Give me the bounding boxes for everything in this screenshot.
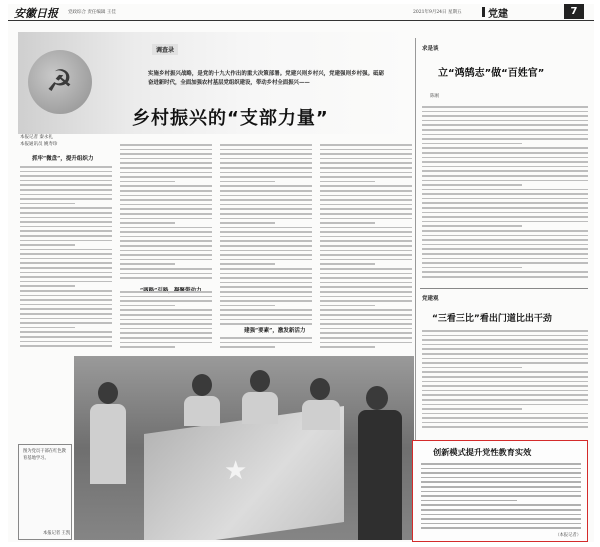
text-line bbox=[422, 138, 588, 140]
text-line bbox=[320, 190, 412, 192]
text-line bbox=[20, 240, 112, 242]
text-line bbox=[422, 193, 588, 195]
text-line bbox=[422, 344, 588, 346]
text-line bbox=[422, 422, 588, 424]
person-head bbox=[98, 382, 118, 404]
text-line bbox=[422, 258, 588, 260]
text-line bbox=[320, 231, 412, 233]
text-line bbox=[422, 180, 588, 182]
text-line bbox=[220, 218, 312, 220]
text-line bbox=[20, 175, 112, 177]
news-photo bbox=[74, 356, 414, 540]
text-line bbox=[320, 291, 412, 293]
text-line bbox=[120, 323, 212, 325]
masthead-meta: 党政综合 责任编辑 王佳 bbox=[68, 10, 116, 15]
text-line bbox=[422, 385, 588, 387]
text-line bbox=[320, 337, 412, 339]
text-line bbox=[320, 254, 412, 256]
text-line bbox=[320, 185, 412, 187]
text-line bbox=[120, 222, 175, 224]
text-line bbox=[20, 244, 75, 246]
text-line bbox=[422, 408, 522, 410]
text-line bbox=[220, 319, 312, 321]
commentary-title: 立“鸿鹄志”做“百姓官” bbox=[438, 68, 545, 79]
hammer-sickle-icon: ☭ bbox=[46, 64, 73, 99]
text-line bbox=[422, 212, 588, 214]
text-line bbox=[120, 282, 212, 284]
text-line bbox=[320, 199, 412, 201]
text-line bbox=[220, 181, 275, 183]
text-line bbox=[220, 254, 312, 256]
text-line bbox=[20, 331, 112, 333]
photo-caption bbox=[18, 444, 72, 540]
text-line bbox=[220, 259, 312, 261]
text-line bbox=[421, 495, 581, 497]
text-line bbox=[20, 217, 112, 219]
text-line bbox=[422, 216, 588, 218]
text-line bbox=[422, 166, 588, 168]
highlight-source: （本报记者） bbox=[555, 533, 581, 538]
text-line bbox=[320, 158, 412, 160]
text-line bbox=[120, 185, 212, 187]
text-line bbox=[421, 514, 581, 516]
text-line bbox=[421, 523, 581, 525]
article-column-4 bbox=[320, 144, 412, 351]
text-line bbox=[20, 299, 112, 301]
text-line bbox=[320, 282, 412, 284]
text-line bbox=[20, 304, 112, 306]
text-line bbox=[120, 231, 212, 233]
text-line bbox=[422, 262, 588, 264]
text-line bbox=[220, 337, 312, 339]
text-line bbox=[422, 381, 588, 383]
text-line bbox=[320, 323, 412, 325]
text-line bbox=[220, 305, 275, 307]
person-head bbox=[250, 370, 270, 392]
text-line bbox=[20, 285, 75, 287]
text-line bbox=[320, 144, 412, 146]
text-line bbox=[320, 236, 412, 238]
text-line bbox=[20, 341, 112, 343]
text-line bbox=[422, 426, 588, 428]
text-line bbox=[422, 152, 588, 154]
text-line bbox=[120, 167, 212, 169]
text-line bbox=[20, 198, 112, 200]
text-line bbox=[421, 518, 581, 520]
text-line bbox=[320, 153, 412, 155]
text-line bbox=[20, 281, 112, 283]
text-line bbox=[320, 172, 412, 174]
text-line bbox=[20, 194, 112, 196]
text-line bbox=[422, 276, 588, 278]
text-line bbox=[20, 258, 112, 260]
text-line bbox=[422, 111, 588, 113]
text-line bbox=[20, 235, 112, 237]
newspaper-page bbox=[8, 4, 594, 542]
text-line bbox=[422, 221, 588, 223]
section-rule bbox=[420, 288, 588, 289]
text-line bbox=[220, 346, 275, 348]
text-line bbox=[421, 500, 517, 502]
text-line bbox=[120, 245, 212, 247]
text-line bbox=[320, 332, 412, 334]
text-line bbox=[220, 300, 312, 302]
text-line bbox=[220, 158, 312, 160]
text-line bbox=[422, 335, 588, 337]
text-line bbox=[320, 218, 412, 220]
text-line bbox=[422, 129, 588, 131]
text-line bbox=[320, 245, 412, 247]
text-line bbox=[422, 390, 588, 392]
text-line bbox=[120, 346, 175, 348]
text-line bbox=[422, 147, 588, 149]
text-line bbox=[20, 295, 112, 297]
issue-date: 2021年9月24日 星期五 bbox=[413, 10, 462, 15]
text-line bbox=[220, 231, 312, 233]
person-head bbox=[192, 374, 212, 396]
text-line bbox=[120, 286, 212, 288]
text-line bbox=[20, 212, 112, 214]
text-line bbox=[220, 199, 312, 201]
text-line bbox=[422, 106, 588, 108]
text-line bbox=[320, 167, 412, 169]
text-line bbox=[220, 208, 312, 210]
text-line bbox=[220, 328, 312, 330]
star-icon: ★ bbox=[224, 456, 248, 486]
section-marker bbox=[482, 7, 485, 17]
text-line bbox=[120, 328, 212, 330]
text-line bbox=[120, 199, 212, 201]
column-tag: 调查录 bbox=[152, 44, 178, 55]
text-line bbox=[120, 158, 212, 160]
text-line bbox=[220, 153, 312, 155]
text-line bbox=[422, 115, 588, 117]
person-body bbox=[358, 410, 402, 540]
text-line bbox=[120, 342, 212, 344]
text-line bbox=[421, 486, 581, 488]
text-line bbox=[220, 273, 312, 275]
highlight-body bbox=[421, 463, 581, 532]
byline-correspondent: 本报通讯员 姚寿珍 bbox=[20, 142, 58, 147]
text-line bbox=[20, 262, 112, 264]
text-line bbox=[20, 203, 75, 205]
text-line bbox=[422, 134, 588, 136]
text-line bbox=[120, 259, 212, 261]
text-line bbox=[120, 250, 212, 252]
section-name: 党建 bbox=[488, 9, 508, 20]
text-line bbox=[120, 208, 212, 210]
text-line bbox=[422, 170, 588, 172]
text-line bbox=[220, 213, 312, 215]
text-line bbox=[120, 181, 175, 183]
text-line bbox=[320, 162, 412, 164]
text-line bbox=[220, 236, 312, 238]
text-line bbox=[320, 208, 412, 210]
text-line bbox=[220, 291, 312, 293]
text-line bbox=[220, 342, 312, 344]
text-line bbox=[120, 144, 212, 146]
text-line bbox=[220, 250, 312, 252]
commentary-byline: 陈刚 bbox=[430, 94, 439, 99]
text-line bbox=[220, 162, 312, 164]
text-line bbox=[20, 272, 112, 274]
text-line bbox=[20, 308, 112, 310]
article-column-2 bbox=[120, 144, 212, 351]
text-line bbox=[20, 322, 112, 324]
text-line bbox=[20, 267, 112, 269]
subhead-3: 建强“要素”，激发新活力 bbox=[244, 328, 306, 334]
lead-byline bbox=[20, 134, 108, 148]
text-line bbox=[220, 282, 312, 284]
text-line bbox=[422, 371, 588, 373]
text-line bbox=[320, 250, 412, 252]
text-line bbox=[422, 207, 588, 209]
text-line bbox=[20, 276, 112, 278]
text-line bbox=[422, 358, 588, 360]
text-line bbox=[220, 227, 312, 229]
text-line bbox=[120, 227, 212, 229]
text-line bbox=[220, 190, 312, 192]
text-line bbox=[422, 184, 522, 186]
text-line bbox=[120, 176, 212, 178]
text-line bbox=[320, 319, 412, 321]
text-line bbox=[20, 221, 112, 223]
text-line bbox=[20, 189, 112, 191]
text-line bbox=[120, 263, 175, 265]
text-line bbox=[20, 318, 112, 320]
text-line bbox=[20, 184, 112, 186]
subhead-1: 抓牢“微盘”，提升组织力 bbox=[32, 156, 94, 162]
text-line bbox=[20, 171, 112, 173]
text-line bbox=[20, 180, 112, 182]
text-line bbox=[220, 309, 312, 311]
text-line bbox=[422, 376, 588, 378]
text-line bbox=[220, 185, 312, 187]
text-line bbox=[220, 222, 275, 224]
text-line bbox=[320, 268, 412, 270]
text-line bbox=[120, 291, 212, 293]
person-head bbox=[366, 386, 388, 410]
text-line bbox=[120, 314, 212, 316]
text-line bbox=[120, 195, 212, 197]
highlighted-article bbox=[412, 440, 588, 542]
text-line bbox=[120, 305, 175, 307]
text-line bbox=[320, 273, 412, 275]
article-body-2 bbox=[422, 330, 588, 431]
text-line bbox=[320, 346, 375, 348]
text-line bbox=[421, 509, 581, 511]
text-line bbox=[220, 263, 275, 265]
person-body bbox=[302, 400, 340, 430]
text-line bbox=[320, 300, 412, 302]
text-line bbox=[20, 327, 75, 329]
text-line bbox=[421, 527, 581, 529]
text-line bbox=[422, 198, 588, 200]
text-line bbox=[20, 207, 112, 209]
text-line bbox=[120, 277, 212, 279]
text-line bbox=[20, 249, 112, 251]
person-body bbox=[242, 392, 278, 424]
text-line bbox=[120, 332, 212, 334]
text-line bbox=[220, 204, 312, 206]
text-line bbox=[320, 240, 412, 242]
text-line bbox=[120, 319, 212, 321]
text-line bbox=[422, 253, 588, 255]
article-column-3 bbox=[220, 144, 312, 351]
text-line bbox=[120, 273, 212, 275]
text-line bbox=[421, 472, 581, 474]
text-line bbox=[422, 189, 588, 191]
text-line bbox=[20, 336, 112, 338]
text-line bbox=[20, 345, 112, 347]
highlight-title: 创新模式提升党性教育实效 bbox=[433, 447, 532, 457]
text-line bbox=[421, 504, 581, 506]
text-line bbox=[120, 172, 212, 174]
text-line bbox=[422, 330, 588, 332]
text-line bbox=[220, 323, 312, 325]
text-line bbox=[220, 144, 312, 146]
text-line bbox=[422, 399, 588, 401]
text-line bbox=[320, 149, 412, 151]
text-line bbox=[220, 277, 312, 279]
text-line bbox=[422, 120, 588, 122]
photo-credit: 本报记者 王凯 bbox=[43, 531, 71, 536]
text-line bbox=[220, 245, 312, 247]
text-line bbox=[320, 305, 375, 307]
text-line bbox=[20, 253, 112, 255]
person-body bbox=[184, 396, 220, 426]
text-line bbox=[422, 353, 588, 355]
text-line bbox=[320, 263, 375, 265]
text-line bbox=[120, 268, 212, 270]
text-line bbox=[320, 195, 412, 197]
text-line bbox=[220, 286, 312, 288]
text-line bbox=[422, 244, 588, 246]
text-line bbox=[220, 176, 312, 178]
text-line bbox=[320, 227, 412, 229]
text-line bbox=[320, 309, 412, 311]
text-line bbox=[422, 202, 588, 204]
text-line bbox=[120, 153, 212, 155]
text-line bbox=[20, 230, 112, 232]
text-line bbox=[422, 267, 522, 269]
text-line bbox=[421, 477, 581, 479]
lead-headline: 乡村振兴的“支部力量” bbox=[132, 108, 329, 129]
text-line bbox=[422, 367, 522, 369]
text-line bbox=[120, 204, 212, 206]
text-line bbox=[320, 314, 412, 316]
text-line bbox=[120, 213, 212, 215]
text-line bbox=[20, 313, 112, 315]
article-column-1 bbox=[20, 166, 112, 350]
text-line bbox=[422, 271, 588, 273]
text-line bbox=[320, 213, 412, 215]
column-tag-2: 党建观 bbox=[422, 296, 439, 302]
text-line bbox=[220, 332, 312, 334]
text-line bbox=[20, 166, 112, 168]
text-line bbox=[422, 143, 522, 145]
text-line bbox=[120, 149, 212, 151]
text-line bbox=[320, 342, 412, 344]
text-line bbox=[421, 481, 581, 483]
text-line bbox=[422, 248, 588, 250]
text-line bbox=[220, 195, 312, 197]
text-line bbox=[120, 296, 212, 298]
byline-reporter: 本报记者 秦永礼 bbox=[20, 135, 53, 140]
text-line bbox=[422, 124, 588, 126]
text-line bbox=[220, 268, 312, 270]
masthead bbox=[8, 4, 594, 21]
paper-name: 安徽日报 bbox=[14, 7, 58, 20]
text-line bbox=[120, 240, 212, 242]
text-line bbox=[422, 413, 588, 415]
text-line bbox=[320, 181, 375, 183]
person-head bbox=[310, 378, 330, 400]
text-line bbox=[421, 491, 581, 493]
text-line bbox=[220, 314, 312, 316]
text-line bbox=[422, 348, 588, 350]
text-line bbox=[220, 240, 312, 242]
text-line bbox=[421, 463, 581, 465]
text-line bbox=[422, 235, 588, 237]
text-line bbox=[120, 300, 212, 302]
text-line bbox=[120, 254, 212, 256]
text-line bbox=[320, 328, 412, 330]
text-line bbox=[120, 218, 212, 220]
text-line bbox=[422, 230, 588, 232]
text-line bbox=[422, 239, 588, 241]
text-line bbox=[20, 226, 112, 228]
caption-text: 图为党员干部在红色教育基地学习。 bbox=[23, 449, 66, 461]
text-line bbox=[20, 290, 112, 292]
text-line bbox=[422, 362, 588, 364]
text-line bbox=[422, 394, 588, 396]
text-line bbox=[120, 190, 212, 192]
page-number: 7 bbox=[564, 4, 584, 19]
text-line bbox=[120, 309, 212, 311]
text-line bbox=[422, 417, 588, 419]
article-title-2: “三看三比”看出门道比出干劲 bbox=[432, 314, 552, 324]
text-line bbox=[320, 277, 412, 279]
text-line bbox=[422, 161, 588, 163]
column-tag-1: 求是谈 bbox=[422, 46, 439, 52]
commentary-body bbox=[422, 106, 588, 281]
lead-intro: 实施乡村振兴战略，是党的十九大作出的重大决策部署。党建兴则乡村兴，党建强则乡村强。砥砺奋进新时代，全面加强农村基层党组织建设，带动乡村全面振兴—— bbox=[148, 71, 384, 86]
text-line bbox=[320, 296, 412, 298]
text-line bbox=[421, 468, 581, 470]
text-line bbox=[422, 157, 588, 159]
text-line bbox=[320, 286, 412, 288]
text-line bbox=[320, 259, 412, 261]
text-line bbox=[120, 162, 212, 164]
text-line bbox=[120, 236, 212, 238]
text-line bbox=[120, 337, 212, 339]
text-line bbox=[220, 296, 312, 298]
party-emblem-icon bbox=[28, 50, 92, 114]
person-body bbox=[90, 404, 126, 484]
text-line bbox=[320, 222, 375, 224]
text-line bbox=[220, 172, 312, 174]
text-line bbox=[320, 176, 412, 178]
text-line bbox=[320, 204, 412, 206]
text-line bbox=[422, 404, 588, 406]
text-line bbox=[422, 225, 522, 227]
text-line bbox=[422, 175, 588, 177]
text-line bbox=[220, 167, 312, 169]
text-line bbox=[220, 149, 312, 151]
text-line bbox=[422, 339, 588, 341]
